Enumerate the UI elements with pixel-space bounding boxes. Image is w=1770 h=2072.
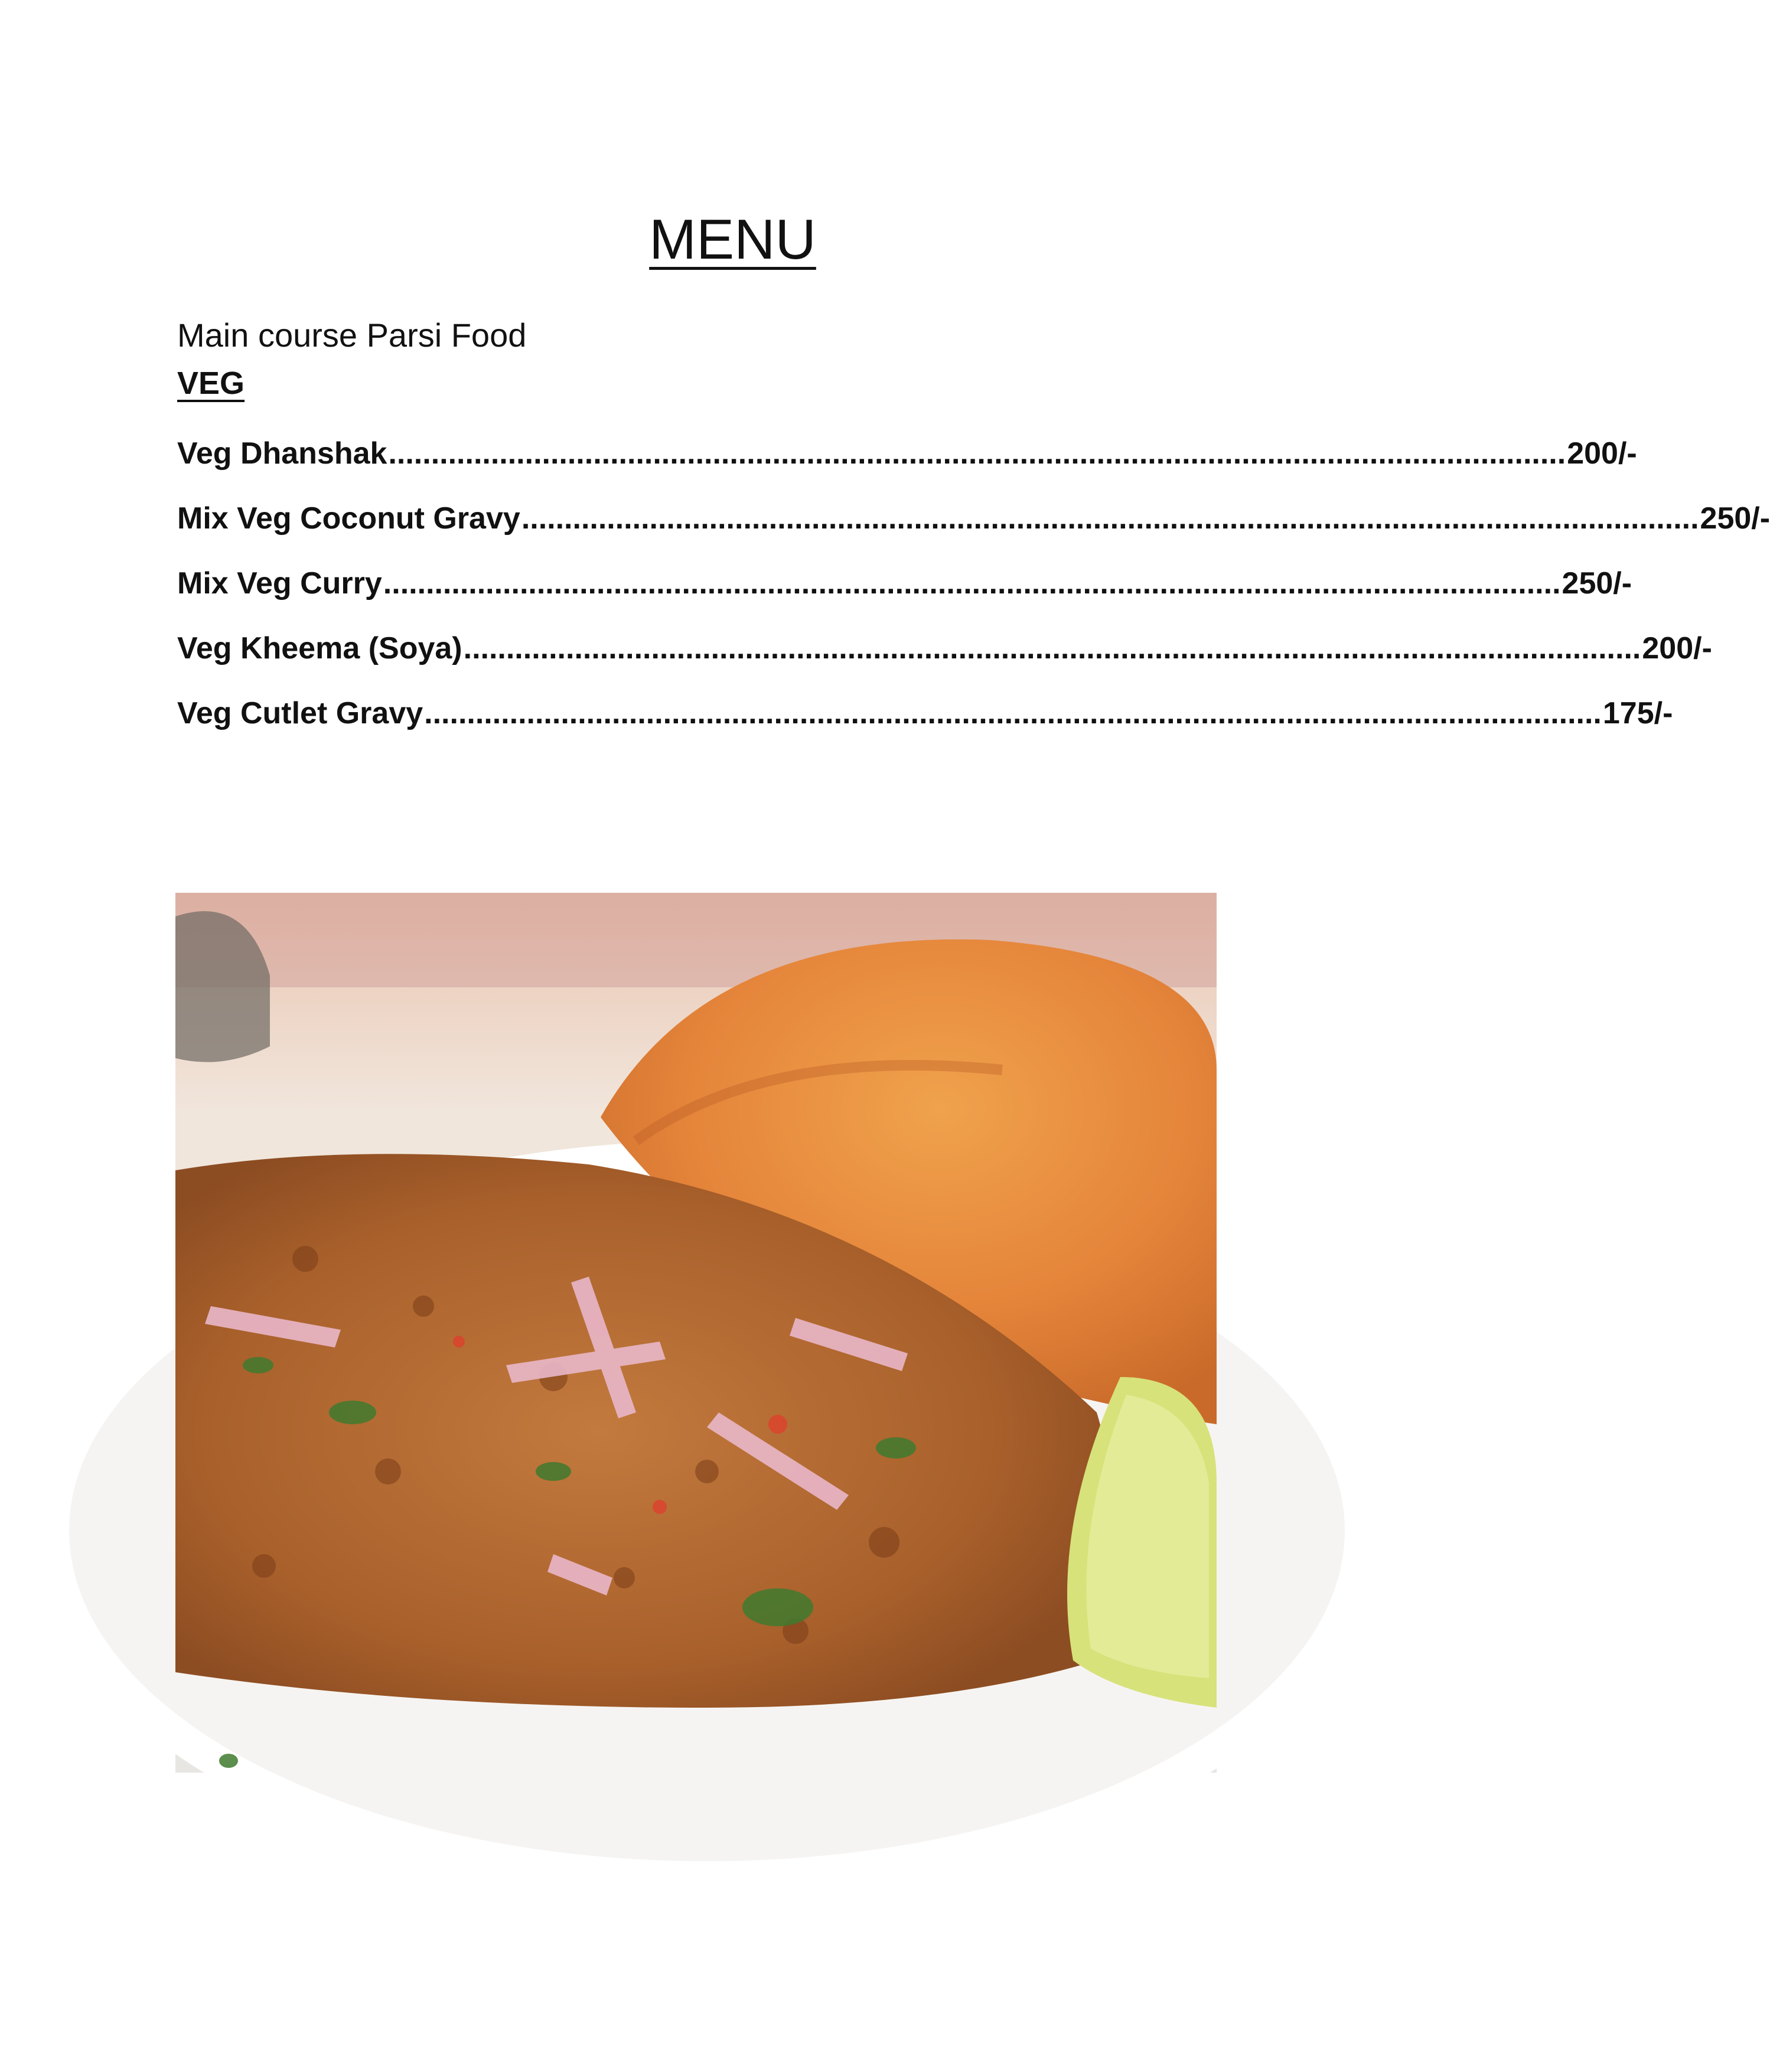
section-heading-veg: VEG	[177, 366, 245, 401]
menu-item-price: 250/-	[1700, 501, 1770, 536]
menu-item	[177, 622, 1712, 665]
menu-item	[177, 557, 1632, 601]
menu-item	[177, 428, 1637, 471]
food-photo	[175, 893, 1217, 1773]
menu-item-price: 250/-	[1562, 566, 1632, 601]
menu-item-price: 175/-	[1602, 696, 1673, 730]
menu-subtitle: Main course Parsi Food	[177, 316, 527, 354]
dot-leader: ..........................................................................................................................................	[383, 566, 1561, 601]
menu-item-name: Veg Dhanshak	[177, 436, 387, 471]
menu-item-name: Veg Kheema (Soya)	[177, 631, 462, 665]
menu-item-name: Mix Veg Curry	[177, 566, 382, 601]
dot-leader: ..........................................................................................................................................	[463, 631, 1641, 665]
dot-leader: ..........................................................................................................................................	[521, 501, 1699, 536]
dot-leader: ..........................................................................................................................................	[388, 436, 1566, 471]
dot-leader: ..........................................................................................................................................	[424, 696, 1602, 730]
menu-item-name: Mix Veg Coconut Gravy	[177, 501, 520, 536]
menu-item	[177, 492, 1770, 536]
menu-item-name: Veg Cutlet Gravy	[177, 696, 423, 730]
menu-item-price: 200/-	[1642, 631, 1712, 665]
menu-item-price: 200/-	[1567, 436, 1637, 471]
menu-title: MENU	[649, 208, 816, 271]
menu-item	[177, 687, 1673, 730]
